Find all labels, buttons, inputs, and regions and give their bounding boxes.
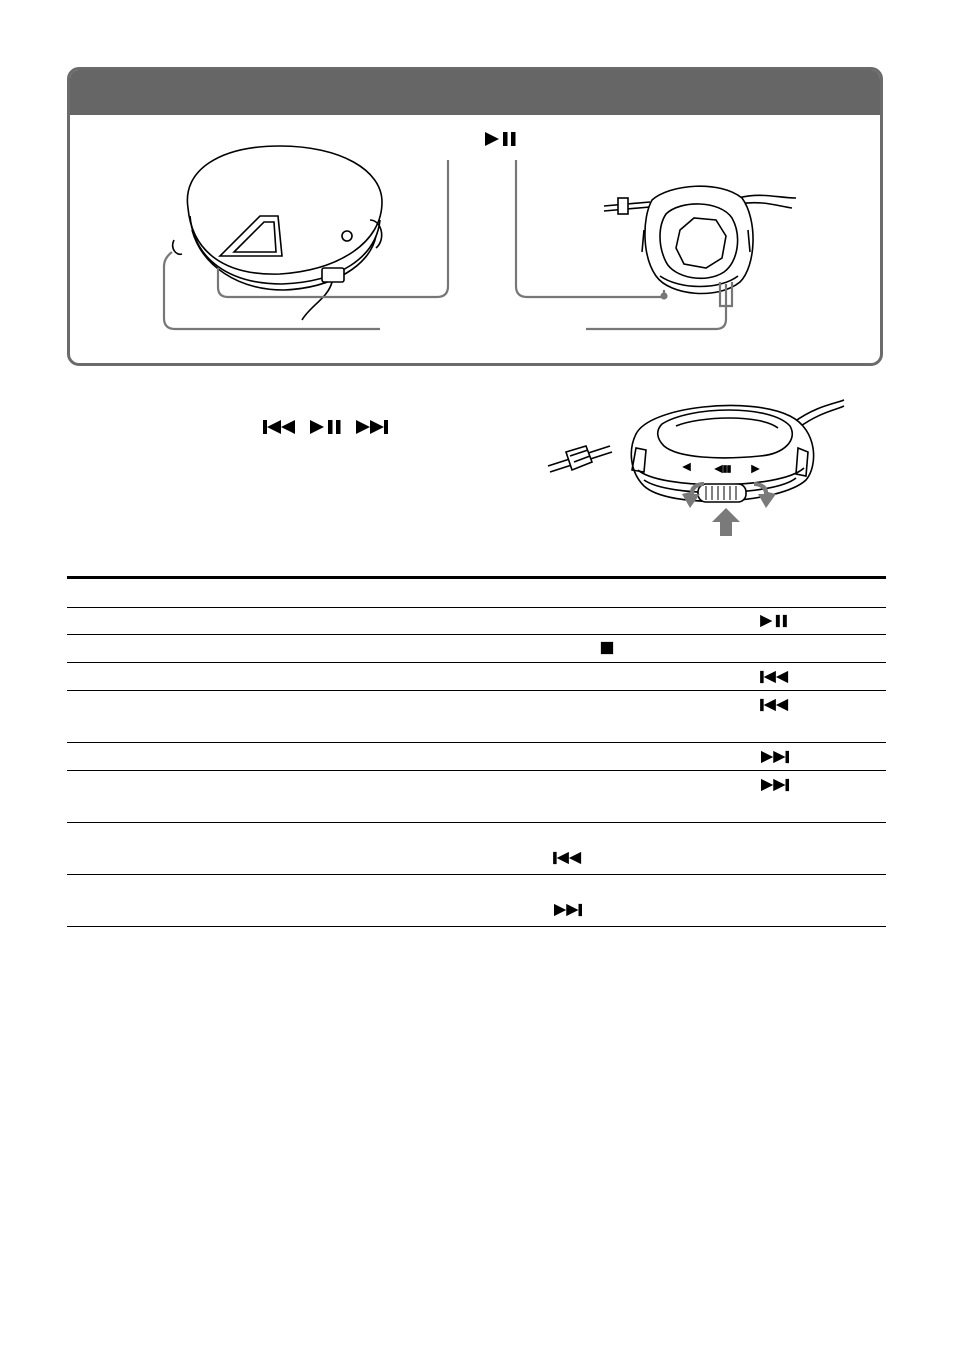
operations-table (67, 576, 886, 927)
table-row (67, 608, 886, 635)
next-track-icon (356, 420, 388, 434)
table-row (67, 823, 886, 875)
table-row (67, 875, 886, 927)
previous-track-icon (552, 851, 584, 865)
previous-track-icon (759, 670, 791, 684)
table-row (67, 663, 886, 691)
next-track-icon (759, 778, 791, 792)
stop-icon (600, 641, 614, 655)
play-pause-icon (310, 420, 341, 434)
next-track-icon (552, 903, 584, 917)
player-and-remote-illustration (70, 70, 883, 366)
table-row (67, 635, 886, 663)
table-row (67, 743, 886, 771)
remote-controls-icons (262, 418, 392, 441)
illustration-panel (67, 67, 883, 366)
play-pause-icon (760, 614, 790, 628)
table-row (67, 691, 886, 743)
remote-jog-lever-illustration (540, 390, 850, 545)
table-row (67, 771, 886, 823)
play-pause-icon (485, 131, 519, 147)
previous-track-icon (263, 420, 295, 434)
previous-track-icon (759, 698, 791, 712)
table-header-row (67, 579, 886, 608)
next-track-icon (759, 750, 791, 764)
